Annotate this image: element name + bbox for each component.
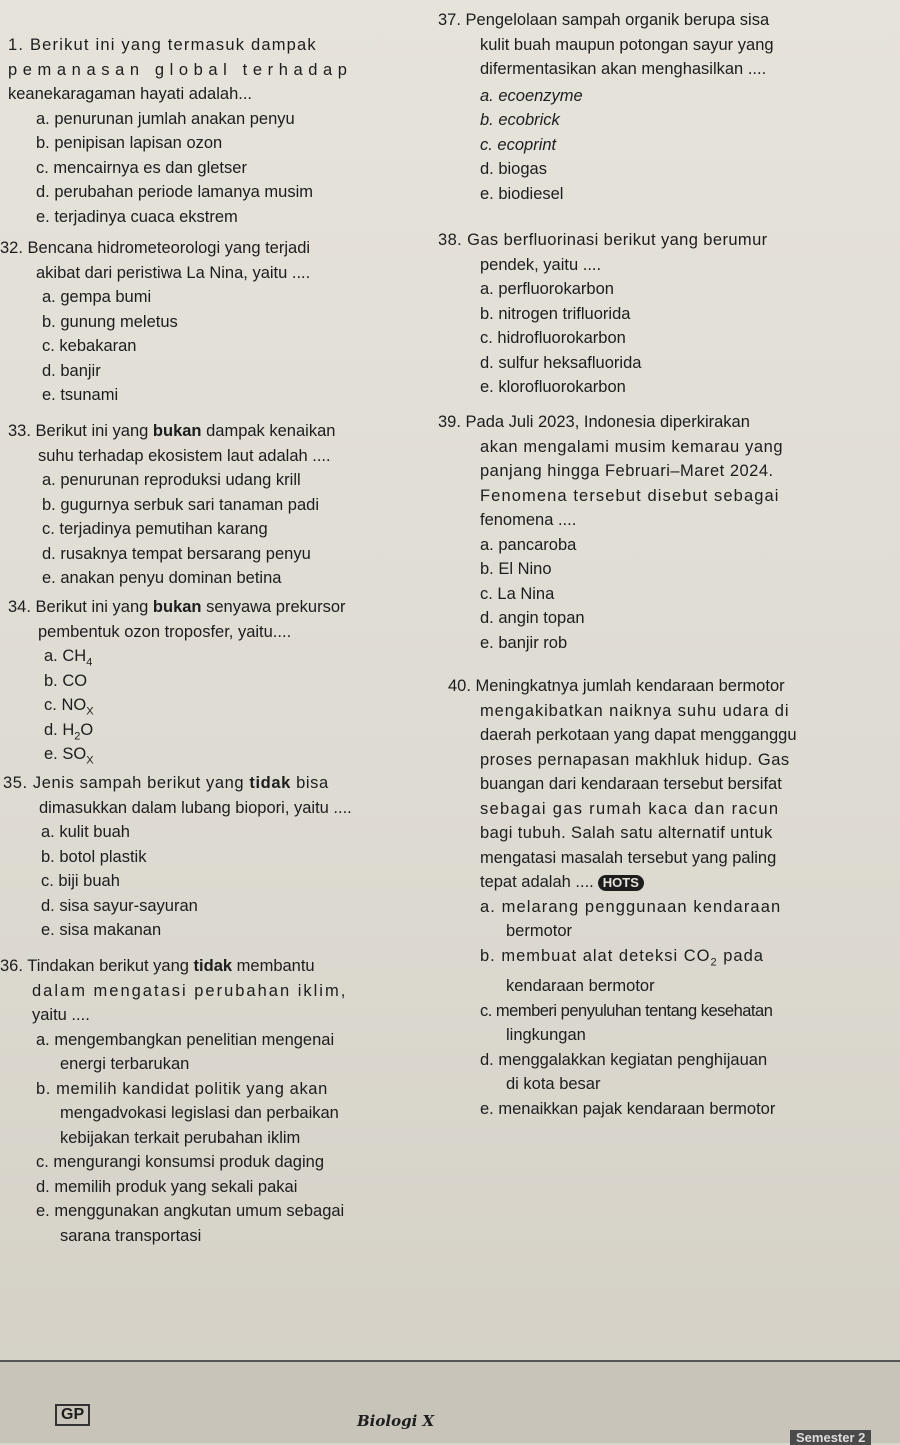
question-stem: akan mengalami musim kemarau yang bbox=[480, 437, 784, 456]
question-stem: 38. Gas berfluorinasi berikut yang berumur bbox=[438, 231, 768, 249]
emphasis-word: tidak bbox=[193, 957, 233, 975]
option-c[interactable]: c. La Nina bbox=[480, 584, 555, 603]
option-list bbox=[0, 1028, 410, 1249]
question-stem: daerah perkotaan yang dapat mengganggu bbox=[480, 726, 797, 744]
option-a[interactable]: a. perfluorokarbon bbox=[480, 280, 614, 298]
option-list bbox=[6, 644, 418, 767]
question-stem: fenomena .... bbox=[480, 511, 577, 529]
question-stem: Fenomena tersebut disebut sebagai bbox=[480, 486, 780, 505]
option-a[interactable]: a. $CH_4$ bbox=[44, 647, 93, 669]
question-38 bbox=[438, 228, 888, 400]
option-b[interactable]: b. gugurnya serbuk sari tanaman padi bbox=[42, 495, 320, 514]
option-c[interactable]: c. memberi penyuluhan tentang kesehatan lingkungan bbox=[480, 1001, 773, 1045]
question-stem: pembentuk ozon troposfer, yaitu.... bbox=[38, 622, 292, 641]
question-stem: 36. Tindakan berikut yang tidak membantu bbox=[0, 957, 315, 975]
option-d[interactable]: d. banjir bbox=[42, 361, 101, 380]
option-list bbox=[448, 895, 888, 1122]
option-d[interactable]: d. sisa sayur-sayuran bbox=[41, 896, 198, 915]
question-40 bbox=[448, 674, 888, 1121]
option-d[interactable]: d. biogas bbox=[480, 160, 547, 178]
option-b[interactable]: b. ecobrick bbox=[480, 111, 560, 129]
option-c[interactable]: c. mengurangi konsumsi produk daging bbox=[36, 1153, 325, 1171]
option-e[interactable]: e. tsunami bbox=[42, 386, 119, 404]
emphasis-word: tidak bbox=[249, 774, 291, 792]
option-list bbox=[438, 533, 888, 656]
option-e[interactable]: e. anakan penyu dominan betina bbox=[42, 569, 282, 587]
question-stem: 40. Meningkatnya jumlah kendaraan bermotor bbox=[448, 677, 785, 695]
option-list bbox=[438, 277, 888, 400]
option-a[interactable]: a. gempa bumi bbox=[42, 288, 152, 306]
question-stem: buangan dari kendaraan tersebut bersifat bbox=[480, 775, 782, 793]
option-b[interactable]: b. gunung meletus bbox=[42, 312, 178, 331]
question-stem: 34. Berikut ini yang bukan senyawa prekursor bbox=[8, 598, 346, 616]
emphasis-word: bukan bbox=[152, 422, 202, 440]
option-e[interactable]: e. terjadinya cuaca ekstrem bbox=[36, 207, 238, 226]
page-footer bbox=[0, 1360, 900, 1443]
option-e[interactable]: e. biodiesel bbox=[480, 184, 564, 203]
option-a[interactable]: a. melarang penggunaan kendaraan bermotor bbox=[480, 897, 782, 940]
option-b[interactable]: b. botol plastik bbox=[41, 847, 147, 866]
question-stem: tepat adalah .... HOTS bbox=[448, 870, 888, 895]
option-d[interactable]: d. angin topan bbox=[480, 609, 585, 627]
option-c[interactable]: c. ecoprint bbox=[480, 135, 557, 154]
option-a[interactable]: a. kulit buah bbox=[41, 823, 130, 841]
question-stem: pendek, yaitu .... bbox=[480, 255, 602, 274]
option-e[interactable]: e. menggunakan angkutan umum sebagai sarana transportasi bbox=[36, 1202, 345, 1245]
option-b[interactable]: b. memilih kandidat politik yang akan mengadvokasi legislasi dan perbaikan kebijakan terkait perubahan iklim bbox=[36, 1079, 339, 1147]
question-stem: 33. Berikut ini yang bukan dampak kenaikan bbox=[8, 422, 336, 440]
question-stem: yaitu .... bbox=[32, 1006, 90, 1024]
option-e[interactable]: e. $SO_X$ bbox=[44, 745, 94, 767]
question-stem: proses pernapasan makhluk hidup. Gas bbox=[480, 750, 790, 769]
question-stem: sebagai gas rumah kaca dan racun bbox=[480, 799, 780, 818]
hots-badge: HOTS bbox=[598, 875, 644, 891]
question-stem: suhu terhadap ekosistem laut adalah .... bbox=[38, 446, 331, 465]
question-stem: 37. Pengelolaan sampah organik berupa sisa bbox=[438, 11, 770, 29]
option-a[interactable]: a. ecoenzyme bbox=[480, 86, 583, 105]
question-stem: keanekaragaman hayati adalah... bbox=[8, 85, 253, 103]
option-a[interactable]: a. pancaroba bbox=[480, 535, 577, 554]
option-d[interactable]: d. menggalakkan kegiatan penghijauan di kota besar bbox=[480, 1050, 768, 1094]
option-c[interactable]: c. terjadinya pemutihan karang bbox=[42, 520, 268, 538]
option-e[interactable]: e. klorofluorokarbon bbox=[480, 378, 626, 396]
question-stem: akibat dari peristiwa La Nina, yaitu .... bbox=[36, 263, 311, 282]
option-b[interactable]: b. El Nino bbox=[480, 560, 552, 578]
option-e[interactable]: e. menaikkan pajak kendaraan bermotor bbox=[480, 1099, 776, 1118]
question-1 bbox=[8, 33, 408, 229]
question-33 bbox=[8, 419, 418, 591]
publisher-logo: GP bbox=[55, 1404, 90, 1426]
question-stem: panjang hingga Februari–Maret 2024. bbox=[480, 462, 774, 480]
option-e[interactable]: e. banjir rob bbox=[480, 633, 568, 652]
option-list bbox=[438, 84, 888, 207]
question-35 bbox=[3, 771, 413, 943]
option-c[interactable]: c. mencairnya es dan gletser bbox=[36, 158, 247, 177]
option-d[interactable]: d. memilih produk yang sekali pakai bbox=[36, 1177, 298, 1196]
question-stem: dimasukkan dalam lubang biopori, yaitu .... bbox=[39, 798, 352, 817]
question-stem: dalam mengatasi perubahan iklim, bbox=[32, 981, 348, 1000]
option-list bbox=[0, 107, 408, 230]
question-stem: 1. Berikut ini yang termasuk dampak bbox=[8, 36, 317, 54]
option-list bbox=[0, 285, 410, 408]
question-stem: 35. Jenis sampah berikut yang tidak bisa bbox=[3, 774, 329, 792]
emphasis-word: bukan bbox=[152, 598, 202, 616]
question-39 bbox=[438, 410, 888, 655]
option-a[interactable]: a. mengembangkan penelitian mengenai energi terbarukan bbox=[36, 1030, 335, 1073]
option-d[interactable]: d. rusaknya tempat bersarang penyu bbox=[42, 544, 311, 563]
question-stem: bagi tubuh. Salah satu alternatif untuk bbox=[480, 824, 773, 842]
option-b[interactable]: b. CO bbox=[44, 671, 88, 690]
option-d[interactable]: d. sulfur heksafluorida bbox=[480, 353, 642, 372]
question-stem: difermentasikan akan menghasilkan .... bbox=[480, 60, 767, 78]
question-32 bbox=[0, 236, 410, 408]
option-list bbox=[4, 468, 418, 591]
question-34 bbox=[8, 595, 418, 767]
option-e[interactable]: e. sisa makanan bbox=[41, 921, 162, 939]
option-b[interactable]: b. nitrogen trifluorida bbox=[480, 304, 631, 323]
question-stem: pemanasan global terhadap bbox=[8, 60, 353, 79]
option-c[interactable]: c. hidrofluorokarbon bbox=[480, 329, 626, 347]
question-stem: 32. Bencana hidrometeorologi yang terjadi bbox=[0, 239, 311, 257]
option-d[interactable]: d. $H_2O$ bbox=[44, 720, 94, 742]
question-37 bbox=[438, 8, 888, 206]
option-c[interactable]: c. $NO_X$ bbox=[44, 696, 94, 718]
option-b[interactable]: b. penipisan lapisan ozon bbox=[36, 134, 223, 152]
question-stem: mengakibatkan naiknya suhu udara di bbox=[480, 701, 790, 720]
question-stem: kulit buah maupun potongan sayur yang bbox=[480, 35, 774, 54]
option-list bbox=[3, 820, 413, 943]
option-a[interactable]: a. penurunan reproduksi udang krill bbox=[42, 471, 301, 489]
option-a[interactable]: a. penurunan jumlah anakan penyu bbox=[36, 109, 295, 128]
option-c[interactable]: c. biji buah bbox=[41, 872, 120, 890]
question-stem: mengatasi masalah tersebut yang paling bbox=[480, 848, 777, 867]
question-stem: 39. Pada Juli 2023, Indonesia diperkirakan bbox=[438, 413, 750, 431]
semester-label: Semester 2 bbox=[790, 1430, 871, 1445]
option-d[interactable]: d. perubahan periode lamanya musim bbox=[36, 183, 313, 201]
option-b[interactable]: b. membuat alat deteksi $CO_2$ pada kendaraan bermotor bbox=[480, 946, 764, 996]
subject-label: Biologi X bbox=[357, 1412, 435, 1430]
option-c[interactable]: c. kebakaran bbox=[42, 337, 137, 355]
question-36 bbox=[0, 954, 410, 1248]
